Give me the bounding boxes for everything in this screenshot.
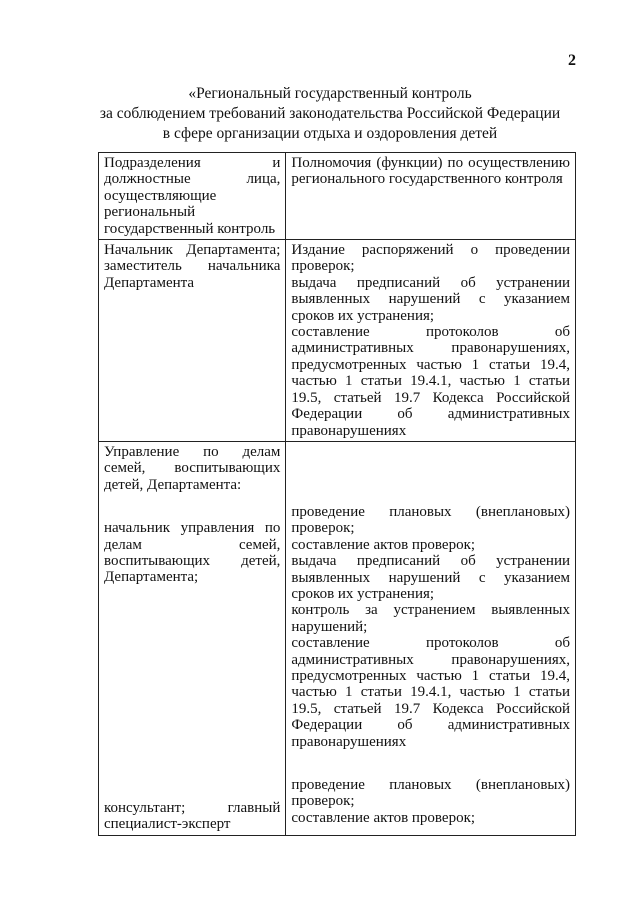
page-number: 2 <box>568 52 576 69</box>
row1-power-item: выдача предписаний об устранении выявленных нарушений с указанием сроков их устранения; <box>291 274 570 324</box>
title-line-3: в сфере организации отдыха и оздоровления детей <box>162 125 498 142</box>
authority-table <box>98 152 576 836</box>
row2-consultant-duty: составление актов проверок; <box>291 809 476 826</box>
header-departments: Подразделения и должностные лица, осуществляющие региональный государственный контроль <box>99 153 286 240</box>
title-line-1: «Региональный государственный контроль <box>188 85 472 102</box>
row2-head-duty: контроль за устранением выявленных нарушений; <box>291 602 570 635</box>
row2-powers <box>286 441 576 835</box>
table-row <box>99 441 576 835</box>
row2-head-duty: составление протоколов об административных правонарушениях, предусмотренных частью 1 статьи 19.4, частью 1 статьи 19.4.1, частью 1 статьи 19.5, статьей 19.7 Кодекса Российской Федерации об административных правонарушениях <box>291 635 570 750</box>
row2-officials <box>99 441 286 835</box>
row1-officials: Начальник Департамента; заместитель начальника Департамента <box>99 240 286 442</box>
row2-consultant-position: консультант; главный специалист-эксперт <box>104 799 281 833</box>
header-powers: Полномочия (функции) по осуществлению регионального государственного контроля <box>286 153 576 240</box>
row2-head-duty: выдача предписаний об устранении выявленных нарушений с указанием сроков их устранения; <box>291 553 570 602</box>
row2-consultant-duty: проведение плановых (внеплановых) проверок; <box>291 777 570 810</box>
title-line-2: за соблюдением требований законодательства Российской Федерации <box>99 105 561 122</box>
row2-head-duty: проведение плановых (внеплановых) проверок; <box>291 503 570 537</box>
document-title <box>60 84 600 144</box>
row2-head-position: начальник управления по делам семей, воспитывающих детей, Департамента; <box>104 520 281 586</box>
row1-powers <box>286 240 576 442</box>
table-header-row <box>99 153 576 240</box>
row2-department: Управление по делам семей, воспитывающих детей, Департамента: <box>104 443 281 493</box>
table-row <box>99 240 576 442</box>
row1-power-item: Издание распоряжений о проведении проверок; <box>291 242 570 275</box>
row1-power-item: составление протоколов об административных правонарушениях, предусмотренных частью 1 статьи 19.4, частью 1 статьи 19.4.1, частью 1 статьи 19.5, статьей 19.7 Кодекса Российской Федерации об административных правонарушениях <box>291 324 570 439</box>
row2-head-duty: составление актов проверок; <box>291 536 476 553</box>
